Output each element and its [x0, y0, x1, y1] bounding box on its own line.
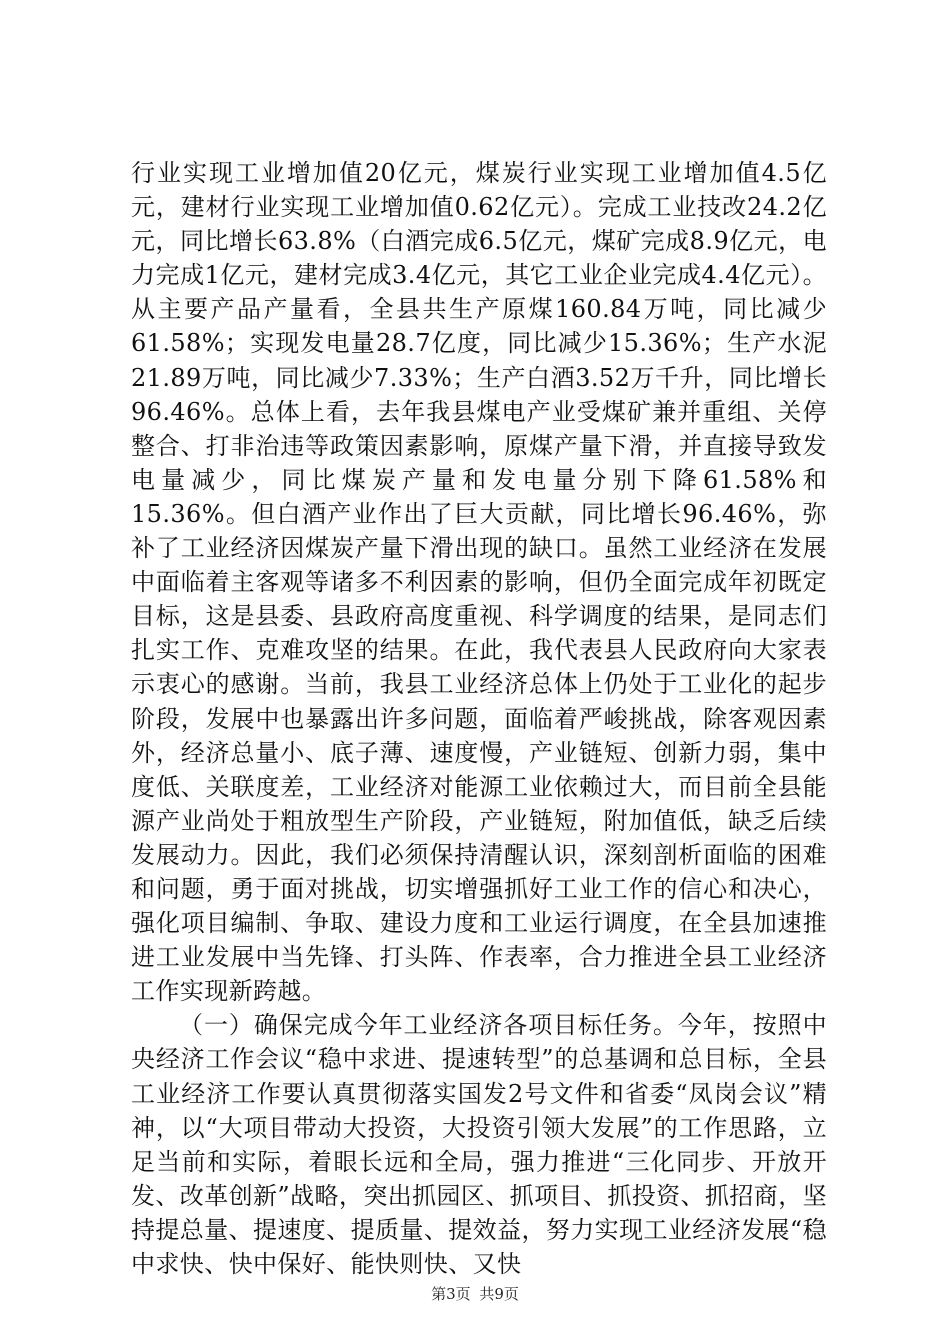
document-body [131, 156, 827, 1281]
page-footer [0, 1283, 950, 1304]
paragraph-2: （一）确保完成今年工业经济各项目标任务。今年，按照中央经济工作会议“稳中求进、提速转型”的总基调和总目标，全县工业经济工作要认真贯彻落实国发2号文件和省委“凤岗会议”精神，以“大项目带动大投资，大投资引领大发展”的工作思路，立足当前和实际，着眼长远和全局，强力推进“三化同步、开放开发、改革创新”战略，突出抓园区、抓项目、抓投资、抓招商，坚持提总量、提速度、提质量、提效益，努力实现工业经济发展“稳中求快、快中保好、能快则快、又快 [131, 1011, 827, 1278]
paragraph-1: 行业实现工业增加值20亿元，煤炭行业实现工业增加值4.5亿元，建材行业实现工业增加值0.62亿元）。完成工业技改24.2亿元，同比增长63.8%（白酒完成6.5亿元，煤矿完成8.9亿元，电力完成1亿元，建材完成3.4亿元，其它工业企业完成4.4亿元）。从主要产品产量看，全县共生产原煤160.84万吨，同比减少61.58%；实现发电量28.7亿度，同比减少15.36%；生产水泥21.89万吨，同比减少7.33%；生产白酒3.52万千升，同比增长96.46%。总体上看，去年我县煤电产业受煤矿兼并重组、关停整合、打非治违等政策因素影响，原煤产量下滑，并直接导致发电量减少，同比煤炭产量和发电量分别下降61.58%和15.36%。但白酒产业作出了巨大贡献，同比增长96.46%，弥补了工业经济因煤炭产量下滑出现的缺口。虽然工业经济在发展中面临着主客观等诸多不利因素的影响，但仍全面完成年初既定目标，这是县委、县政府高度重视、科学调度的结果，是同志们扎实工作、克难攻坚的结果。在此，我代表县人民政府向大家表示衷心的感谢。当前，我县工业经济总体上仍处于工业化的起步阶段，发展中也暴露出许多问题，面临着严峻挑战，除客观因素外，经济总量小、底子薄、速度慢，产业链短、创新力弱，集中度低、关联度差，工业经济对能源工业依赖过大，而目前全县能源产业尚处于粗放型生产阶段，产业链短，附加值低，缺乏后续发展动力。因此，我们必须保持清醒认识，深刻剖析面临的困难和问题，勇于面对挑战，切实增强抓好工业工作的信心和决心，强化项目编制、争取、建设力度和工业运行调度，在全县加速推进工业发展中当先锋、打头阵、作表率，合力推进全县工业经济工作实现新跨越。 [131, 159, 827, 1006]
page-total: 共9页 [479, 1285, 519, 1303]
page-number: 第3页 [431, 1285, 471, 1303]
